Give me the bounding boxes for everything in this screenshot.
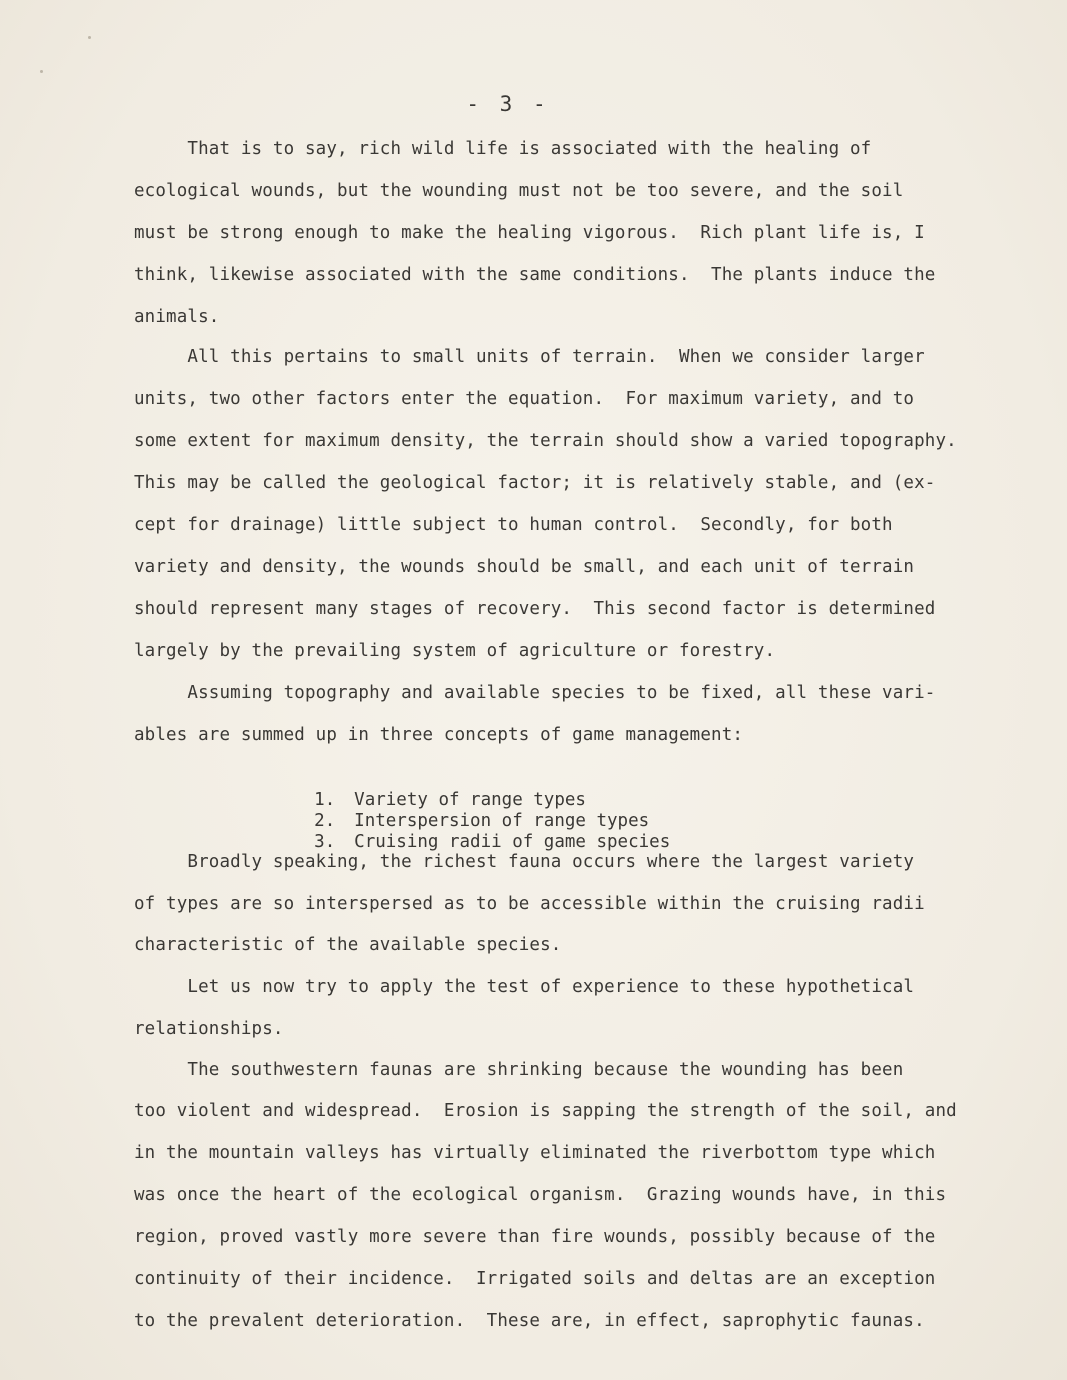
text-line: some extent for maximum density, the terrain should show a varied topography. [134, 431, 957, 451]
text-line: ables are summed up in three concepts of game management: [134, 725, 744, 745]
list-text: Interspersion of range types [354, 811, 650, 831]
list-number: 1. [314, 790, 336, 810]
text-line: units, two other factors enter the equation. For maximum variety, and to [134, 389, 915, 409]
list-number: 3. [314, 832, 336, 852]
text-line: ecological wounds, but the wounding must not be too severe, and the soil [134, 181, 904, 201]
text-line: This may be called the geological factor; it is relatively stable, and (ex- [134, 473, 936, 493]
text-line: in the mountain valleys has virtually eliminated the riverbottom type which [134, 1143, 936, 1163]
text-line: must be strong enough to make the healing vigorous. Rich plant life is, I [134, 223, 925, 243]
text-line: too violent and widespread. Erosion is sapping the strength of the soil, and [134, 1101, 957, 1121]
paper-speck [88, 36, 91, 39]
text-line: region, proved vastly more severe than fire wounds, possibly because of the [134, 1227, 936, 1247]
text-line: was once the heart of the ecological organism. Grazing wounds have, in this [134, 1185, 947, 1205]
list-text: Cruising radii of game species [354, 832, 671, 852]
text-line: should represent many stages of recovery. This second factor is determined [134, 599, 936, 619]
text-line: animals. [134, 307, 220, 327]
text-line: continuity of their incidence. Irrigated soils and deltas are an exception [134, 1269, 936, 1289]
text-line: Broadly speaking, the richest fauna occurs where the largest variety [134, 852, 915, 872]
list-text: Variety of range types [354, 790, 586, 810]
text-line: relationships. [134, 1019, 284, 1039]
text-line: largely by the prevailing system of agriculture or forestry. [134, 641, 776, 661]
text-line: characteristic of the available species. [134, 935, 562, 955]
text-line: think, likewise associated with the same conditions. The plants induce the [134, 265, 936, 285]
list-number: 2. [314, 811, 336, 831]
text-line: All this pertains to small units of terrain. When we consider larger [134, 347, 925, 367]
text-line: Let us now try to apply the test of experience to these hypothetical [134, 977, 915, 997]
text-line: The southwestern faunas are shrinking because the wounding has been [134, 1060, 904, 1080]
text-line: cept for drainage) little subject to human control. Secondly, for both [134, 515, 893, 535]
page-number: - 3 - [466, 92, 550, 116]
text-line: That is to say, rich wild life is associated with the healing of [134, 139, 872, 159]
text-line: variety and density, the wounds should be small, and each unit of terrain [134, 557, 915, 577]
text-line: to the prevalent deterioration. These are, in effect, saprophytic faunas. [134, 1311, 925, 1331]
text-line: of types are so interspersed as to be accessible within the cruising radii [134, 894, 925, 914]
paper-speck [40, 70, 43, 73]
text-line: Assuming topography and available species to be fixed, all these vari- [134, 683, 936, 703]
